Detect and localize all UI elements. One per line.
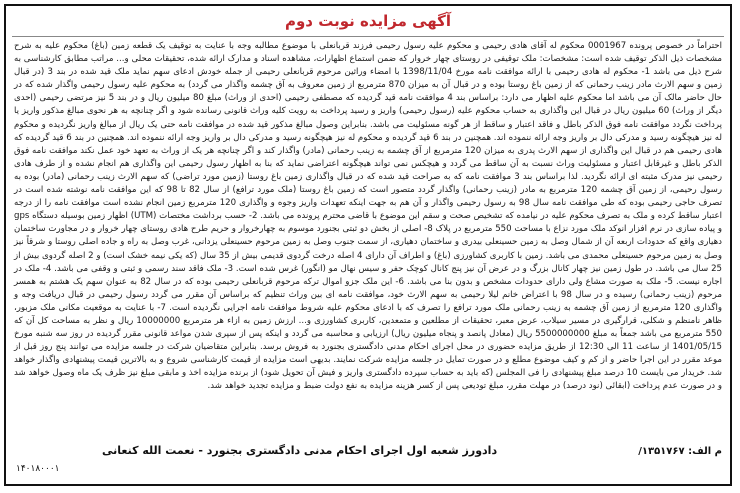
notice-body: احتراماً در خصوص پرونده 0001967 محکوم له آقای هادی رحیمی و محکوم علیه رسول رحیمی فرزند قربانعلی با موضوع مطالبه وجه با عنایت به توقیف یک قطعه زمین (باغ) محکوم علیه به شرح مشخصات ذیل الذکر توقیف شده است: مشخصات: ملک توقیفی در روستای چهار خروار که ضمن استماع اظهارات، مشاهده اسناد و مدارک ارائه شده، تحقیقات محلی و... مراتب مطابق کارشناسی به شرح ذیل می باشد 1- محکوم له هادی رحیمی با ارائه موافقت نامه مورخ 1398/11/04 با امضاء وراثین مرحوم قربانعلی رحیمی از جمله خودش ادعای سهم نماید ملک قید شده در بند 3 (در قبال زمین و سهم الارث مادر زینب رحمانی که از زمین باغ روستا بوده و در قبال آن به میزان 870 مترمربع از زمین معروف به آق چشمه واگذار می گردد) به محکوم علیه رسول رحیمی واگذار شده که در حال حاضر مالک آن می باشد اما محکوم علیه اظهار می دارد: براساس بند 4 موافقت نامه قید گردیده که مصطفی رحیمی (احدی از وراث) مبلغ 80 میلیون ریال و در بند 5 نیز مرتضی رحیمی (احدی دیگر از وراث) 60 میلیون ریال در قبال این واگذاری به حساب محکوم علیه (رسول رحیمی) واریز و رسید پرداخت به رویت کلیه وراث قانونی رسانده شود و اگر چنانچه به هر نحوی مبالغ مذکور واریز یا پرداخت نگردد موافقت نامه فوق الذکر باطل و فاقد اعتبار و ساقط از هر گونه مسئولیت می باشد. بنابراین وصول مبالغ مذکور قید شده در موافقت نامه حتی یک ریال از مبالغ واریز نگردیده و محکوم له نیز هیچگونه رسید و مدرکی دال بر واریز وجه ارائه ننموده اند. همچنین در بند 6 قید گردیده و محکوم له نیز هیچگونه رسید و مدرکی دال بر واریز وجه ارائه ننموده اند. همچنین در بند 6 قید گردیده که هادی رحیمی هم در قبال این واگذاری از سهم الارث پدری به میزان 120 مترمربع از آق چشمه به زینب رحمانی (مادر) واگذار کند و اگر چنانچه هر یک از وراث به تعهد خود عمل نکند موافقت نامه فوق الذکر باطل و غیرقابل اعتبار و مسئولیت وراث نسبت به آن ساقط می گردد و هیچکس نمی تواند هیچگونه اعتراضی نماید که بنا به اظهار رسول رحیمی این واگذاری هم انجام نشده و از طرف هادی رحیمی نیز مدرک مثبته ای ارائه نگردید. لذا براساس بند 3 موافقت نامه که به صراحت قید شده که در قبال واگذاری زمین باغ روستا (زمین مورد تراضی) که سهم الارث زینب رحمانی (مادر) بوده به رسول رحیمی، از زمین آق چشمه 120 مترمربع به مادر (زینب رحمانی) واگذار گردد متصور است که زمین باغ روستا (ملک مورد ترافع) از سال 82 تا 98 که این موافقت نامه نوشته شده است در تصرف حاجی رحیمی بوده که طی موافقت نامه سال 98 به رسول رحیمی واگذار و آن هم به جهت اینکه تعهدات واریز وجوه و واگذاری 120 مترمربع زمین انجام نشده است موافقت نامه را از درجه اعتبار ساقط کرده و ملک به تصرف محکوم علیه در نیامده که تشخیص صحت و سقم این موضوع با قاضی محترم پرونده می باشد. 2- حسب برداشت مختصات (UTM) اظهار زمین بوسیله دستگاه gps و پیاده سازی در نرم افزار انوکد ملک مورد نزاع با مساحت 550 مترمربع در پلاک 8- اصلی از بخش دو ثبتی بجنورد موسوم به چهارخروار و حریم طرح هادی روستای چهار خروار و در مجاورت ساختمان دهیاری واقع که حدودات اربعه آن از شمال وصل به زمین حسینعلی بیدری و ساختمان دهیاری، از سمت جنوب وصل به زمین مرحوم حسینعلی یزدانی، غرب وصل به راه و جاده اصلی روستا و شرقاً نیز وصل به زمین مرحوم حسینعلی محمدی می باشد. زمین با کاربری کشاورزی (باغ) و اطراف آن دارای 4 اصله درخت گردوی قدیمی بیش از 35 سال (که یکی نیمه خشک است) و 2 اصله گردوی بیش از 25 سال می باشد. در طول زمین نیز چهار کانال بزرگ و در عرض آن نیز پنج کانال کوچک حفر و سیس نهال مو (انگور) غرس شده است. 3- ملک فاقد سند رسمی و ثبتی و وقفی می باشد. 4- ملک در اجاره نیست. 5- ملک به صورت مشاع ولی دارای حدودات مشخص و بدون بنا می باشد. 6- این ملک جزو اموال ترکه مرحوم قربانعلی رحیمی بوده که در سال 82 به عنوان سهم یک هشتم به همسر مرحوم (زینب رحمانی) رسیده و در سال 98 با اعتراض خانم لیلا رحیمی به سهم الارث خود، موافقت نامه ای بین وراث تنظیم که براساس آن مقرر می گردد رسول رحیمی در قبال دریافت وجه و واگذاری 120 مترمربع از زمین آق چشمه به زینب رحمانی ملک مورد ترافع را تصرف که با ادعای محکوم علیه شروط موافقت نامه اجرایی نگردیده است. 7- با عنایت به موقعیت مکانی ملک مزبور، ظاهر نامنظم و شکلی، قرارگیری در مسیر سیلاب، عرض معبر، تحقیقات از مطلعین و متمعدین، کاربری کشاورزی و... ارزش زمین به ازاء هر مترمربع 10000000 ریال و نظر به مساحت کل آن که 550 مترمربع می باشد جمعاً به مبلغ 5500000000 ریال (معادل پانصد و پنجاه میلیون ریال) ارزیابی و محاسبه می گردد و اینکه پس از سپری شدن مواعد قانونی مقرر گردیده در روز سه شنبه مورخ 1401/05/15 از ساعت 11 الی 12:30 از طریق مزایده حضوری در محل اجرای احکام مدنی دادگستری بجنورد به فروش برسد. بنابراین متقاضیان شرکت در جلسه مزایده می توانند پنج روز قبل از موعد مقرر در این اجرا حاضر و از کم و کیف موضوع مطلع و در صورت تمایل در جلسه مزایده شرکت نمایند. بدیهی است مزایده از قیمت کارشناسی شروع و به بالاترین قیمت پیشنهادی واگذار خواهد شد. خریدار می بایست 10 درصد مبلغ پیشنهادی را فی المجلس (که باید به حساب سپرده دادگستری واریز و فیش آن تحویل شود) از برنده مزایده اخذ و مابقی مبلغ نیز ظرف یک ماه وصول خواهد شد و در صورت عدم پرداخت (ابقائی (نود درصد) در مهلت مقرر، مبلغ تودیعی پس از کسر هزینه مزایده به نفع دولت ضبط و مزایده تجدید خواهد شد. [14, 41, 723, 392]
notice-code: ۱۴۰۱۸۰۰۰۱ [16, 464, 60, 474]
title-bar [12, 6, 724, 37]
reference-number: م الف: ۱۳۵۱۷۶۷/ [638, 446, 722, 457]
signature-line: دادورز شعبه اول اجرای احکام مدنی دادگستری بجنورد - نعمت الله کنعانی [102, 444, 498, 457]
notice-frame [4, 4, 732, 486]
notice-title: آگهی مزایده نوبت دوم [284, 12, 452, 30]
notice-footer [12, 442, 724, 480]
